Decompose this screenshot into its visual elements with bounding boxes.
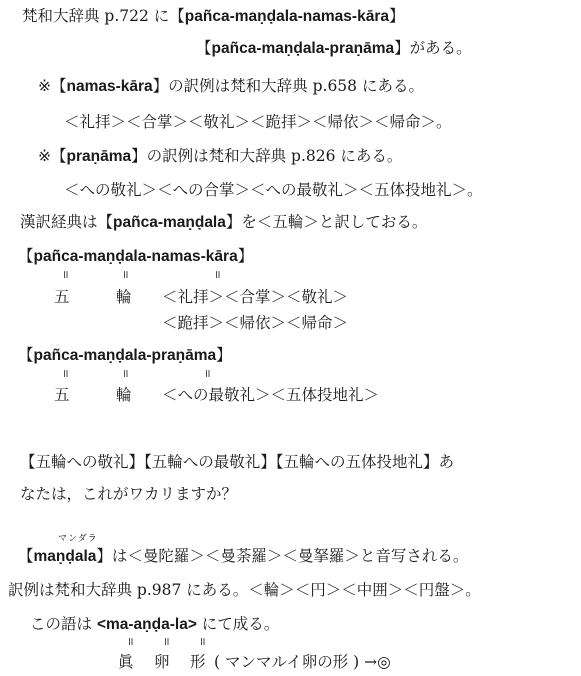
- mandala-line-3: [30, 614, 279, 635]
- equals-mark: ॥: [127, 636, 134, 648]
- line-2: [196, 38, 472, 59]
- question-line-2: なたは，これがワカリますか？: [20, 485, 238, 503]
- sanskrit-term: maṇḍala: [33, 548, 97, 565]
- sanskrit-term: namas-kāra: [66, 78, 153, 95]
- sanskrit-term: pañca-maṇḍala-praṇāma: [33, 347, 217, 364]
- equals-mark: ॥: [163, 636, 170, 648]
- furigana: マンダラ: [58, 534, 98, 544]
- kanji-five: 五: [54, 288, 70, 306]
- block-2-heading: [18, 345, 232, 366]
- sanskrit-term: pañca-maṇḍala: [113, 214, 226, 231]
- line-6: ＜への敬礼＞＜への合掌＞＜への最敬礼＞＜五体投地礼＞。: [64, 181, 483, 199]
- sanskrit-term: pañca-maṇḍala-namas-kāra: [33, 248, 238, 265]
- equals-mark: ॥: [62, 269, 69, 281]
- sanskrit-term: <ma-aṇḍa-la>: [96, 616, 197, 633]
- block-1-heading: [18, 246, 253, 267]
- text-segment: 【: [18, 346, 34, 364]
- mandala-line-1: [18, 546, 468, 567]
- equals-mark: ॥: [204, 368, 211, 380]
- kanji-five: 五: [54, 386, 70, 404]
- equals-mark: ॥: [62, 368, 69, 380]
- line-4: ＜礼拝＞＜合掌＞＜敬礼＞＜跪拝＞＜帰依＞＜帰命＞。: [64, 113, 452, 131]
- kanji-wheel: 輪: [116, 288, 132, 306]
- translation-line: ＜跪拝＞＜帰依＞＜帰命＞: [162, 314, 349, 332]
- text-segment: 】: [216, 346, 232, 364]
- sanskrit-term: praṇāma: [66, 148, 132, 165]
- text-segment: 】の訳例は梵和大辞典 p.826 にある。: [131, 147, 403, 165]
- line-5: [38, 146, 402, 167]
- text-segment: 【: [196, 39, 212, 57]
- text-segment: 漢訳経典は【: [20, 213, 114, 231]
- text-segment: 【: [18, 547, 34, 565]
- translation-line: ＜への最敬礼＞＜五体投地礼＞: [162, 386, 380, 404]
- text-segment: 】: [237, 247, 254, 265]
- line-3: [38, 76, 424, 97]
- mandala-line-2: 訳例は梵和大辞典 p.987 にある。＜輪＞＜円＞＜中囲＞＜円盤＞。: [8, 581, 481, 599]
- text-segment: この語は: [30, 615, 97, 633]
- line-1: [22, 6, 404, 27]
- equals-mark: ॥: [122, 269, 129, 281]
- text-segment: ※【: [38, 77, 67, 95]
- text-segment: 】: [388, 7, 405, 25]
- kanji-shape: 形: [190, 653, 206, 671]
- text-segment: 】がある。: [394, 39, 472, 57]
- text-segment: 梵和大辞典 p.722 に【: [22, 7, 185, 25]
- equals-mark: ॥: [122, 368, 129, 380]
- text-segment: ※【: [38, 147, 67, 165]
- kanji-true: 眞: [118, 653, 134, 671]
- equals-mark: ॥: [214, 269, 221, 281]
- translation-line: ＜礼拝＞＜合掌＞＜敬礼＞: [162, 288, 349, 306]
- kanji-egg: 卵: [154, 653, 170, 671]
- text-segment: 】を＜五輪＞と訳しておる。: [225, 213, 428, 231]
- text-segment: 【: [18, 247, 34, 265]
- sanskrit-term: pañca-maṇḍala-praṇāma: [211, 40, 395, 57]
- explanation: ( マンマルイ卵の形 ) →◎: [214, 653, 391, 671]
- equals-mark: ॥: [199, 636, 206, 648]
- text-segment: 】の訳例は梵和大辞典 p.658 にある。: [152, 77, 424, 95]
- sanskrit-term: pañca-maṇḍala-namas-kāra: [184, 8, 389, 25]
- line-7: [20, 212, 427, 233]
- question-line-1: 【五輪への敬礼】【五輪への最敬礼】【五輪への五体投地礼】あ: [20, 453, 455, 471]
- kanji-wheel: 輪: [116, 386, 132, 404]
- text-segment: にて成る。: [196, 615, 280, 633]
- text-segment: 】は＜曼陀羅＞＜曼荼羅＞＜曼拏羅＞と音写される。: [96, 547, 469, 565]
